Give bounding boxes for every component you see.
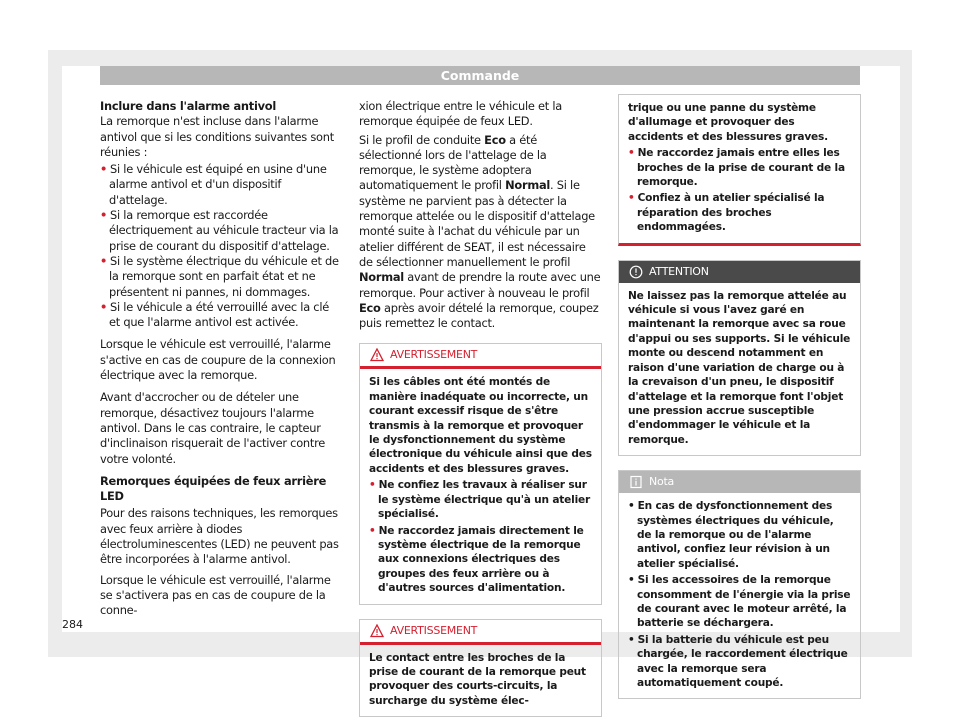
warning-title: AVERTISSEMENT bbox=[390, 348, 478, 362]
warning-header bbox=[360, 620, 601, 642]
heading-alarm: Inclure dans l'alarme antivol bbox=[100, 99, 277, 113]
list-item bbox=[628, 146, 851, 189]
list-item-text: Si la batterie du véhicule est peu chargée, le raccordement électrique avec la remorque sera automatiquement coupé. bbox=[637, 633, 848, 689]
paragraph: Lorsque le véhicule est verrouillé, l'alarme s'active en cas de coupure de la connexion électrique avec la remorque. bbox=[100, 337, 336, 383]
bullet-icon: • bbox=[369, 479, 376, 492]
list-item-text: Si le véhicule a été verrouillé avec la clé et que l'alarme antivol est activée. bbox=[109, 299, 329, 330]
list-item bbox=[628, 573, 851, 631]
text: a été sélectionné lors de l'attelage de la remorque, le système adoptera automatiquement le profil bbox=[359, 132, 547, 193]
bullet-icon: • bbox=[628, 147, 635, 160]
bullet-icon: • bbox=[628, 500, 635, 513]
list-item-text: Ne confiez les travaux à réaliser sur le système électrique qu'à un atelier spécialisé. bbox=[378, 479, 591, 521]
paragraph: Lorsque le véhicule est verrouillé, l'alarme se s'activera pas en cas de coupure de la conne- bbox=[100, 572, 331, 618]
bullet-icon: • bbox=[100, 208, 108, 223]
column-2 bbox=[359, 99, 602, 717]
attention-title: ATTENTION bbox=[649, 264, 709, 278]
list-item-text: Si le véhicule est équipé en usine d'une alarme antivol et d'un dispositif d'attelage. bbox=[109, 162, 327, 207]
list-item-text: Si les accessoires de la remorque consomment de l'énergie via la prise de courant avec le moteur arrêté, la batterie se déchargera. bbox=[637, 574, 851, 630]
text-eco: Eco bbox=[359, 300, 381, 315]
list-item bbox=[369, 478, 592, 521]
list-item-text: En cas de dysfonctionnement des systèmes électriques du véhicule, de la remorque ou de l'alarme antivol, confiez leur révision à un atelier spécialisé. bbox=[637, 500, 834, 570]
warning-box bbox=[359, 343, 602, 604]
section-header: Commande bbox=[100, 66, 860, 85]
list-item-text: Ne raccordez jamais directement le système électrique de la remorque aux connexions électriques des groupes des feux arrière ou à d'autres sources d'alimentation. bbox=[378, 524, 584, 595]
warning-title: AVERTISSEMENT bbox=[390, 623, 478, 637]
warning-text: trique ou une panne du système d'allumage et provoquer des accidents et des blessures graves. bbox=[628, 102, 828, 143]
list-item-text: Si le système électrique du véhicule et de la remorque sont en parfait état et ne présentent ni pannes, ni dommages. bbox=[109, 253, 339, 299]
page-number: 284 bbox=[62, 618, 83, 631]
nota-body bbox=[619, 493, 860, 698]
warning-box bbox=[359, 619, 602, 717]
list-item bbox=[628, 499, 851, 571]
text-eco: Eco bbox=[484, 132, 506, 147]
text: . Si le système ne parvient pas à détecter la remorque attelée ou le dispositif d'attelage monté suite à l'achat du véhicule par un atelier différent de SEAT, il est nécessaire de sélectionner manuellement le profil bbox=[359, 178, 595, 269]
text: Si le profil de conduite bbox=[359, 132, 485, 147]
bullet-icon: • bbox=[628, 192, 635, 205]
list-item bbox=[628, 191, 851, 234]
nota-header bbox=[619, 471, 860, 493]
paragraph: Pour des raisons techniques, les remorques avec feux arrière à diodes électroluminescentes (LED) ne peuvent pas être incorporées à l'alarme antivol. bbox=[100, 506, 339, 567]
bullet-icon: • bbox=[628, 574, 635, 587]
text-normal: Normal bbox=[505, 178, 551, 193]
bullet-icon: • bbox=[100, 299, 108, 314]
column-1 bbox=[100, 99, 340, 626]
warning-continued-box bbox=[618, 94, 861, 246]
text: avant de prendre la route avec une remorque. Pour activer à nouveau le profil bbox=[359, 270, 601, 300]
column-3 bbox=[618, 94, 861, 713]
bullet-icon: • bbox=[628, 633, 635, 646]
warning-text: Le contact entre les broches de la prise de courant de la remorque peut provoquer des courts-circuits, la surcharge du système élec- bbox=[369, 651, 586, 707]
bullet-icon: • bbox=[369, 524, 376, 537]
text: après avoir dételé la remorque, coupez puis remettez le contact. bbox=[359, 300, 599, 331]
list-item bbox=[100, 300, 340, 331]
text-normal: Normal bbox=[359, 270, 404, 285]
warning-header bbox=[360, 344, 601, 366]
nota-title: Nota bbox=[649, 475, 675, 489]
attention-header bbox=[619, 261, 860, 283]
attention-text: Ne laissez pas la remorque attelée au véhicule si vous l'avez garé en maintenant la remorque avec sa roue d'appui ou ses supports. Si le véhicule monte ou descend notamment en raison d'une variation de charge ou à la crevaison d'un pneu, le dispositif d'attelage et la remorque font l'objet une pression accrue susceptible d'endommager le véhicule et la remorque. bbox=[628, 289, 851, 446]
list-item bbox=[100, 162, 340, 208]
note-icon bbox=[629, 475, 643, 489]
bullet-icon: • bbox=[100, 162, 108, 177]
paragraph-profile bbox=[359, 133, 602, 332]
list-item bbox=[628, 633, 851, 691]
heading-led: Remorques équipées de feux arrière LED bbox=[100, 473, 327, 504]
paragraph: La remorque n'est incluse dans l'alarme antivol que si les conditions suivantes sont réunies : bbox=[100, 114, 334, 159]
attention-body bbox=[619, 283, 860, 455]
warning-body bbox=[360, 642, 601, 717]
warning-body bbox=[360, 366, 601, 603]
list-item bbox=[369, 524, 592, 596]
attention-box bbox=[618, 260, 861, 456]
warning-icon bbox=[370, 348, 384, 362]
paragraph: Avant d'accrocher ou de dételer une remorque, désactivez toujours l'alarme antivol. Dans le cas contraire, le capteur d'inclinaison risquerait de l'activer contre votre volonté. bbox=[100, 390, 326, 466]
info-circle-icon bbox=[629, 265, 643, 279]
nota-box bbox=[618, 470, 861, 699]
warning-body bbox=[619, 95, 860, 243]
warning-icon bbox=[370, 624, 384, 638]
list-item bbox=[100, 208, 340, 254]
list-item-text: Si la remorque est raccordée électriquement au véhicule tracteur via la prise de courant du dispositif d'attelage. bbox=[109, 208, 339, 253]
list-item-text: Ne raccordez jamais entre elles les broches de la prise de courant de la remorque. bbox=[637, 147, 845, 189]
list-item-text: Confiez à un atelier spécialisé la réparation des broches endommagées. bbox=[637, 192, 825, 234]
paragraph: xion électrique entre le véhicule et la remorque équipée de feux LED. bbox=[359, 99, 562, 129]
bullet-icon: • bbox=[100, 253, 108, 268]
list-item bbox=[100, 254, 340, 300]
warning-text: Si les câbles ont été montés de manière inadéquate ou incorrecte, un courant excessif risque de s'être transmis à la remorque et provoquer le dysfonctionnement du système électronique du véhicule ainsi que des accidents et des blessures graves. bbox=[369, 376, 592, 475]
